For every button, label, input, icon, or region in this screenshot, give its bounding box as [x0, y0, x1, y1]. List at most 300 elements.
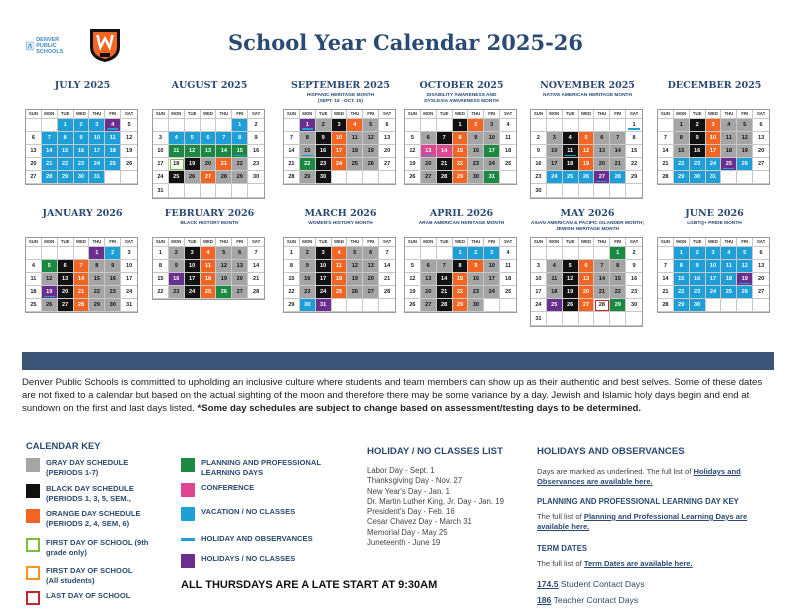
day-cell: 29 [232, 171, 248, 184]
day-cell: 27 [421, 171, 437, 184]
day-cell: 30 [105, 299, 121, 312]
day-cell: 11 [500, 132, 516, 145]
day-cell: 22 [284, 286, 300, 299]
month-subtitle [25, 220, 140, 237]
month-grid [404, 237, 517, 313]
day-cell: 26 [405, 299, 421, 312]
day-cell: 19 [363, 145, 379, 158]
empty-cell [169, 119, 185, 132]
key-label: BLACK DAY SCHEDULE (PERIODS 1, 3, 5, SEM., [46, 484, 134, 503]
weekday-header: TUE [185, 238, 201, 247]
day-cell: 10 [89, 132, 105, 145]
day-cell: 26 [737, 158, 753, 171]
day-cell: 15 [89, 273, 105, 286]
day-cell: 7 [216, 132, 232, 145]
weekday-header: SUN [658, 110, 674, 119]
day-cell: 5 [121, 119, 137, 132]
day-cell: 7 [248, 247, 264, 260]
day-cell: 29 [453, 299, 469, 312]
ppl-link[interactable]: Planning and Professional Learning Days are available here. [537, 512, 748, 531]
day-cell: 5 [579, 132, 595, 145]
empty-cell [74, 247, 90, 260]
weekday-header: WED [201, 110, 217, 119]
weekday-header: WED [706, 238, 722, 247]
day-cell: 10 [332, 132, 348, 145]
empty-cell [626, 312, 642, 325]
day-cell: 25 [332, 286, 348, 299]
day-cell: 14 [216, 145, 232, 158]
day-cell: 9 [169, 260, 185, 273]
day-cell: 26 [216, 286, 232, 299]
day-cell: 16 [468, 273, 484, 286]
day-cell: 28 [42, 171, 58, 184]
month-grid [25, 109, 138, 185]
empty-cell [185, 119, 201, 132]
weekday-header: WED [706, 110, 722, 119]
day-cell: 13 [753, 132, 769, 145]
weekday-header: WED [74, 110, 90, 119]
student-contact-days [537, 579, 645, 589]
weekday-header: THU [89, 110, 105, 119]
day-cell: 29 [626, 171, 642, 184]
weekday-header: SAT [500, 110, 516, 119]
day-cell: 16 [169, 273, 185, 286]
empty-cell [405, 119, 421, 132]
day-cell: 30 [248, 171, 264, 184]
day-cell: 15 [58, 145, 74, 158]
inclusion-statement [22, 376, 774, 415]
key-label: FIRST DAY OF SCHOOL (All students) [46, 566, 133, 585]
key-item [26, 591, 130, 605]
day-cell: 29 [58, 171, 74, 184]
month-subtitle [657, 92, 772, 109]
weekday-header: SUN [153, 238, 169, 247]
empty-cell [594, 119, 610, 132]
day-cell: 31 [531, 312, 547, 325]
day-cell: 24 [89, 158, 105, 171]
day-cell: 26 [405, 171, 421, 184]
month-subtitle: ASIAN AMERICAN & PACIFIC ISLANDER MONTH; JEWISH HERITAGE MONTH [530, 221, 645, 232]
empty-cell [547, 247, 563, 260]
day-cell: 9 [531, 145, 547, 158]
day-cell: 29 [300, 171, 316, 184]
day-cell: 20 [421, 158, 437, 171]
weekday-header: WED [332, 238, 348, 247]
day-cell: 4 [563, 132, 579, 145]
month-8 [283, 208, 398, 313]
day-cell: 4 [26, 260, 42, 273]
day-cell: 5 [405, 260, 421, 273]
day-cell: 11 [547, 273, 563, 286]
day-cell: 3 [531, 260, 547, 273]
empty-cell [248, 184, 264, 197]
day-cell: 24 [531, 299, 547, 312]
teacher-days-value: 186 [537, 595, 552, 605]
empty-cell [579, 184, 595, 197]
empty-cell [26, 247, 42, 260]
day-cell: 27 [753, 286, 769, 299]
empty-cell [484, 299, 500, 312]
weekday-header: MON [674, 110, 690, 119]
weekday-header: SAT [500, 238, 516, 247]
day-cell: 17 [316, 273, 332, 286]
month-name: JULY 2025 [54, 80, 111, 91]
month-name: SEPTEMBER 2025 [291, 80, 390, 91]
day-cell: 15 [300, 145, 316, 158]
day-cell: 22 [674, 286, 690, 299]
observances-heading: HOLIDAYS AND OBSERVANCES [537, 446, 685, 457]
day-cell: 14 [437, 145, 453, 158]
empty-cell [610, 119, 626, 132]
empty-cell [547, 312, 563, 325]
weekday-header: WED [201, 238, 217, 247]
key-item [26, 538, 148, 558]
empty-cell [563, 312, 579, 325]
day-cell: 11 [332, 260, 348, 273]
day-cell: 22 [300, 158, 316, 171]
weekday-header: SAT [626, 110, 642, 119]
day-cell: 8 [626, 132, 642, 145]
weekday-header: SAT [379, 110, 395, 119]
month-2 [283, 80, 398, 185]
month-subtitle [25, 92, 140, 109]
empty-cell [579, 312, 595, 325]
day-cell: 9 [248, 132, 264, 145]
day-cell: 24 [484, 158, 500, 171]
weekday-header: THU [216, 238, 232, 247]
key-item [26, 509, 141, 529]
day-cell: 7 [594, 260, 610, 273]
day-cell: 26 [121, 158, 137, 171]
day-cell: 18 [721, 145, 737, 158]
day-cell: 8 [453, 260, 469, 273]
day-cell: 25 [105, 158, 121, 171]
day-cell: 14 [284, 145, 300, 158]
day-cell: 26 [363, 158, 379, 171]
day-cell: 12 [579, 145, 595, 158]
empty-cell [169, 184, 185, 197]
student-days-label: Student Contact Days [560, 579, 645, 589]
empty-cell [405, 247, 421, 260]
weekday-header: SAT [121, 238, 137, 247]
holiday-list [367, 466, 504, 548]
weekday-header: WED [453, 238, 469, 247]
month-name: APRIL 2026 [429, 208, 494, 219]
day-cell: 27 [232, 286, 248, 299]
day-cell: 23 [531, 171, 547, 184]
day-cell: 1 [453, 247, 469, 260]
empty-cell [201, 119, 217, 132]
empty-cell [332, 299, 348, 312]
day-cell: 22 [610, 286, 626, 299]
day-cell: 16 [531, 158, 547, 171]
empty-cell [42, 119, 58, 132]
teacher-contact-days [537, 595, 638, 605]
day-cell: 16 [468, 145, 484, 158]
day-cell: 11 [721, 260, 737, 273]
weekday-header: THU [721, 110, 737, 119]
month-0 [25, 80, 140, 185]
day-cell: 6 [579, 260, 595, 273]
weekday-header: FRI [610, 110, 626, 119]
weekday-header: WED [332, 110, 348, 119]
day-cell: 6 [421, 260, 437, 273]
day-cell: 4 [547, 260, 563, 273]
day-cell: 30 [690, 299, 706, 312]
weekday-header: SAT [379, 238, 395, 247]
empty-cell [500, 299, 516, 312]
day-cell: 18 [500, 145, 516, 158]
day-cell: 5 [185, 132, 201, 145]
observances-text: Days are marked as underlined. The full list of [537, 467, 692, 476]
school-shield-logo [88, 27, 122, 63]
empty-cell [563, 247, 579, 260]
day-cell: 18 [347, 145, 363, 158]
day-cell: 19 [185, 158, 201, 171]
day-cell: 23 [468, 158, 484, 171]
weekday-header: MON [421, 110, 437, 119]
day-cell: 6 [232, 247, 248, 260]
day-cell: 28 [284, 171, 300, 184]
day-cell: 2 [626, 247, 642, 260]
day-cell: 12 [42, 273, 58, 286]
day-cell: 15 [453, 273, 469, 286]
day-cell: 21 [42, 158, 58, 171]
holiday-item: Memorial Day - May 25 [367, 527, 448, 537]
empty-cell [753, 171, 769, 184]
day-cell: 25 [721, 158, 737, 171]
day-cell: 8 [284, 260, 300, 273]
weekday-header: MON [300, 110, 316, 119]
holiday-item: Dr. Martin Luther King, Jr. Day - Jan. 19 [367, 496, 504, 506]
month-subtitle: LGBTQ+ PRIDE MONTH [687, 221, 742, 226]
weekday-header: THU [216, 110, 232, 119]
day-cell: 6 [201, 132, 217, 145]
weekday-header: SUN [531, 238, 547, 247]
day-cell: 27 [594, 171, 610, 184]
key-item [181, 483, 254, 497]
day-cell: 12 [185, 145, 201, 158]
term-block [537, 544, 777, 569]
day-cell: 24 [706, 158, 722, 171]
weekday-header: FRI [737, 238, 753, 247]
month-10 [530, 208, 645, 327]
key-swatch [26, 484, 40, 498]
key-item [26, 566, 133, 586]
day-cell: 13 [201, 145, 217, 158]
day-cell: 2 [531, 132, 547, 145]
weekday-header: SAT [753, 238, 769, 247]
day-cell: 2 [248, 119, 264, 132]
day-cell: 27 [58, 299, 74, 312]
day-cell: 26 [563, 299, 579, 312]
day-cell: 25 [500, 286, 516, 299]
day-cell: 15 [232, 145, 248, 158]
day-cell: 6 [58, 260, 74, 273]
day-cell: 28 [610, 171, 626, 184]
day-cell: 25 [500, 158, 516, 171]
month-subtitle: ARAB AMERICAN HERITAGE MONTH [418, 221, 505, 226]
day-cell: 29 [284, 299, 300, 312]
day-cell: 17 [706, 273, 722, 286]
month-subtitle: DISABILITY AWARENESS AND DYSLEXIA AWARENESS MONTH [424, 93, 499, 104]
day-cell: 14 [248, 260, 264, 273]
weekday-header: TUE [185, 110, 201, 119]
day-cell: 11 [347, 132, 363, 145]
empty-cell [658, 247, 674, 260]
day-cell: 16 [626, 273, 642, 286]
month-grid [404, 109, 517, 185]
day-cell: 27 [421, 299, 437, 312]
day-cell: 24 [316, 286, 332, 299]
day-cell: 14 [74, 273, 90, 286]
day-cell: 17 [185, 273, 201, 286]
empty-cell [284, 119, 300, 132]
empty-cell [658, 119, 674, 132]
day-cell: 1 [232, 119, 248, 132]
term-link[interactable]: Term Dates are available here. [583, 559, 693, 568]
day-cell: 29 [453, 171, 469, 184]
observances-link[interactable]: Holidays and Observances are available here. [537, 467, 741, 486]
day-cell: 23 [169, 286, 185, 299]
day-cell: 12 [347, 260, 363, 273]
day-cell: 2 [690, 247, 706, 260]
empty-cell [153, 119, 169, 132]
empty-cell [594, 184, 610, 197]
day-cell: 19 [737, 273, 753, 286]
empty-cell [610, 312, 626, 325]
day-cell: 6 [421, 132, 437, 145]
day-cell: 25 [347, 158, 363, 171]
empty-cell [626, 184, 642, 197]
day-cell: 4 [169, 132, 185, 145]
weekday-header: FRI [105, 110, 121, 119]
day-cell: 18 [201, 273, 217, 286]
day-cell: 10 [121, 260, 137, 273]
empty-cell [594, 312, 610, 325]
day-cell: 18 [721, 273, 737, 286]
day-cell: 1 [453, 119, 469, 132]
statement-bold: *Some day schedules are subject to change based on assessment/testing days to be determined. [197, 403, 642, 414]
weekday-header: MON [169, 110, 185, 119]
day-cell: 7 [658, 132, 674, 145]
day-cell: 21 [437, 286, 453, 299]
weekday-header: WED [579, 110, 595, 119]
day-cell: 21 [216, 158, 232, 171]
day-cell: 24 [706, 286, 722, 299]
weekday-header: SUN [26, 110, 42, 119]
day-cell: 17 [89, 145, 105, 158]
day-cell: 20 [594, 158, 610, 171]
day-cell: 13 [58, 273, 74, 286]
weekday-header: THU [347, 238, 363, 247]
day-cell: 31 [706, 171, 722, 184]
day-cell: 2 [300, 247, 316, 260]
key-item [26, 484, 134, 504]
day-cell: 29 [674, 171, 690, 184]
day-cell: 22 [674, 158, 690, 171]
key-item [181, 507, 295, 521]
day-cell: 4 [347, 119, 363, 132]
empty-cell [437, 119, 453, 132]
day-cell: 31 [153, 184, 169, 197]
day-cell: 3 [332, 119, 348, 132]
day-cell: 24 [185, 286, 201, 299]
day-cell: 23 [316, 158, 332, 171]
day-cell: 17 [531, 286, 547, 299]
weekday-header: THU [468, 238, 484, 247]
empty-cell [721, 171, 737, 184]
day-cell: 10 [153, 145, 169, 158]
day-cell: 21 [379, 273, 395, 286]
teacher-days-label: Teacher Contact Days [553, 595, 639, 605]
weekday-header: MON [42, 238, 58, 247]
day-cell: 4 [721, 247, 737, 260]
empty-cell [26, 119, 42, 132]
day-cell: 2 [468, 119, 484, 132]
day-cell: 24 [332, 158, 348, 171]
day-cell: 24 [547, 171, 563, 184]
weekday-header: FRI [484, 110, 500, 119]
day-cell: 2 [690, 119, 706, 132]
day-cell: 16 [690, 145, 706, 158]
day-cell: 21 [594, 286, 610, 299]
day-cell: 9 [105, 260, 121, 273]
key-label: HOLIDAYS / NO CLASSES [201, 554, 296, 563]
month-grid [152, 109, 265, 199]
day-cell: 7 [658, 260, 674, 273]
day-cell: 11 [721, 132, 737, 145]
day-cell: 1 [284, 247, 300, 260]
holiday-item: Juneteenth - June 19 [367, 538, 441, 548]
key-swatch [26, 538, 40, 552]
day-cell: 26 [185, 171, 201, 184]
term-text: The full list of [537, 559, 582, 568]
student-days-value: 174.5 [537, 579, 559, 589]
key-item [181, 534, 313, 544]
day-cell: 10 [531, 273, 547, 286]
day-cell: 4 [500, 119, 516, 132]
day-cell: 7 [610, 132, 626, 145]
day-cell: 17 [706, 145, 722, 158]
dps-logo [26, 35, 74, 57]
day-cell: 30 [316, 171, 332, 184]
empty-cell [706, 299, 722, 312]
key-swatch [181, 483, 195, 497]
day-cell: 26 [579, 171, 595, 184]
day-cell: 25 [563, 171, 579, 184]
month-grid [530, 237, 643, 327]
empty-cell [563, 119, 579, 132]
day-cell: 16 [316, 145, 332, 158]
key-swatch [181, 554, 195, 568]
day-cell: 1 [300, 119, 316, 132]
key-label: GRAY DAY SCHEDULE (PERIODS 1-7) [46, 458, 129, 477]
month-subtitle: NATIVE AMERICAN HERITAGE MONTH [543, 93, 632, 98]
key-item [181, 458, 321, 478]
holiday-list-heading: HOLIDAY / NO CLASSES LIST [367, 446, 503, 457]
day-cell: 1 [89, 247, 105, 260]
month-grid [152, 237, 265, 300]
day-cell: 31 [484, 171, 500, 184]
key-item [181, 554, 295, 568]
month-grid [657, 109, 770, 185]
day-cell: 11 [26, 273, 42, 286]
key-swatch [26, 458, 40, 472]
month-grid [283, 237, 396, 313]
empty-cell [379, 299, 395, 312]
day-cell: 3 [547, 132, 563, 145]
